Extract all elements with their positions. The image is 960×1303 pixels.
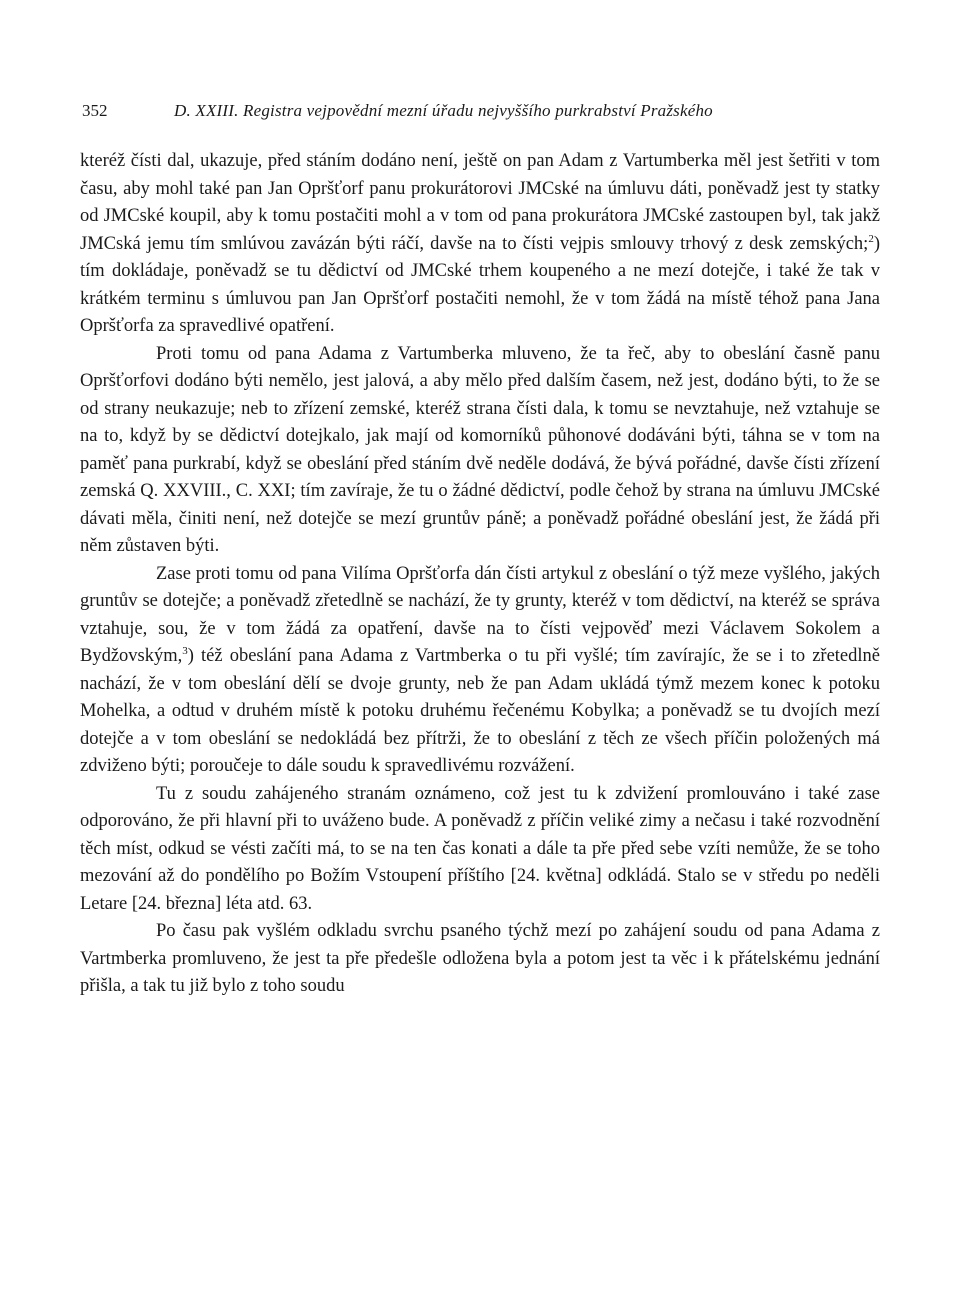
paragraph-text: kteréž čísti dal, ukazuje, před stáním dodáno není, ještě on pan Adam z Vartumberka měl jest šetřiti v tom času, aby mohl také pan Jan Opršťorf panu prokurátorovi JMCské na úmluvu dáti, poněvadž jest ty statky od JMCské koupil, aby k tomu postačiti mohl a v tom od pana prokurátora JMCské zastoupen byl, tak jakž JMCská jemu tím smlúvou zavázán býti ráčí, davše na to čísti vejpis smlouvy trhový z desk zemských; (80, 151, 880, 254)
paragraph-text: Po času pak vyšlém odkladu svrchu psaného týchž mezí po zahájení soudu od pana Adama z Vartmberka promluveno, že jest ta pře předešle odložena byla a potom jest ta věc i k přátelskému jednání přišla, a tak tu již bylo z toho soudu (80, 921, 880, 996)
footnote-marker: 2 (868, 232, 874, 245)
paragraph-3 (80, 561, 880, 781)
document-page (80, 96, 880, 1001)
paragraph-text: ) též obeslání pana Adama z Vartmberka o tu při vyšlé; tím zavírajíc, že se i to zřetedlně nachází, že v tom obeslání dělí se dvoje grunty, neb že pan Adam ukládá týmž mezem konec k potoku Mohelka, a odtud v druhém místě k potoku druhému řečenému Kobylka; a poněvadž se tu dvojích mezí dotejče a v tom obeslání se nedokládá bez přítrži, že to obeslání z těch ze všech příčin položených má zdviženo býti; poroučeje to dále soudu k spravedlivému rozvážení. (80, 646, 880, 776)
page-number: 352 (82, 101, 108, 120)
paragraph-5 (80, 918, 880, 1001)
footnote-marker: 3 (182, 644, 188, 657)
header-title: D. XXIII. Registra vejpovědní mezní úřadu nejvyššího purkrabství Pražského (174, 101, 713, 120)
paragraph-4 (80, 781, 880, 919)
running-header (80, 96, 880, 126)
body-text (80, 148, 880, 1001)
paragraph-text: Tu z soudu zahájeného stranám oznámeno, což jest tu k zdvižení promlouváno i také zase odporováno, že při hlavní při to uváženo bude. A poněvadž z příčin veliké zimy a nečasu i také rozvodnění těch míst, odkud se vésti začíti má, to se na ten čas konati a dále ta pře před sebe vzíti nemůže, že se toho mezování až do pondělího po Božím Vstoupení příštího [24. května] odkládá. Stalo se v středu po neděli Letare [24. března] léta atd. 63. (80, 783, 880, 914)
paragraph-text: Proti tomu od pana Adama z Vartumberka mluveno, že ta řeč, aby to obeslání časně panu Opršťorfovi dodáno býti nemělo, jest jalová, a aby mělo před dalším časem, než jest, dodáno býti, to že se od strany neukazuje; neb to zřízení zemské, kteréž strana čísti dala, k tomu se nevztahuje, než vztahuje se na to, když by se dědictví dotejkalo, jak mají od komorníků půhonové dodáváni býti, táhna se v tom na paměť pana purkrabí, když se obeslání před stáním dvě neděle dodává, že bývá pořádné, davše čísti zřízení zemská Q. XXVIII., C. XXI; tím zavíraje, že tu o žádné dědictví, podle čehož by strana na úmluvu JMCské dávati měla, činiti není, než dotejče se mezí gruntův páně; a poněvadž pořádné obeslání jest, že žádá při něm zůstaven býti. (80, 343, 880, 556)
paragraph-2 (80, 341, 880, 561)
paragraph-text: Zase proti tomu od pana Vilíma Opršťorfa dán čísti artykul z obeslání o týž meze vyšlého, jakých gruntův se dotejče; a poněvadž zřetedlně se nachází, že ty grunty, kteréž v tom dědictví, na kteréž se správa vztahuje, sou, že v tom žádá za opatření, davše na to čísti vejpověď mezi Václavem Sokolem a Bydžovským, (80, 563, 880, 666)
paragraph-text: ) tím dokládaje, poněvadž se tu dědictví od JMCské trhem koupeného a ne mezí dotejče, i také že tak v krátkém terminu s úmluvou pan Jan Opršťorf postačiti nemohl, že v tom žádá na místě téhož pana Jana Opršťorfa za spravedlivé opatření. (80, 233, 880, 336)
paragraph-1 (80, 148, 880, 341)
